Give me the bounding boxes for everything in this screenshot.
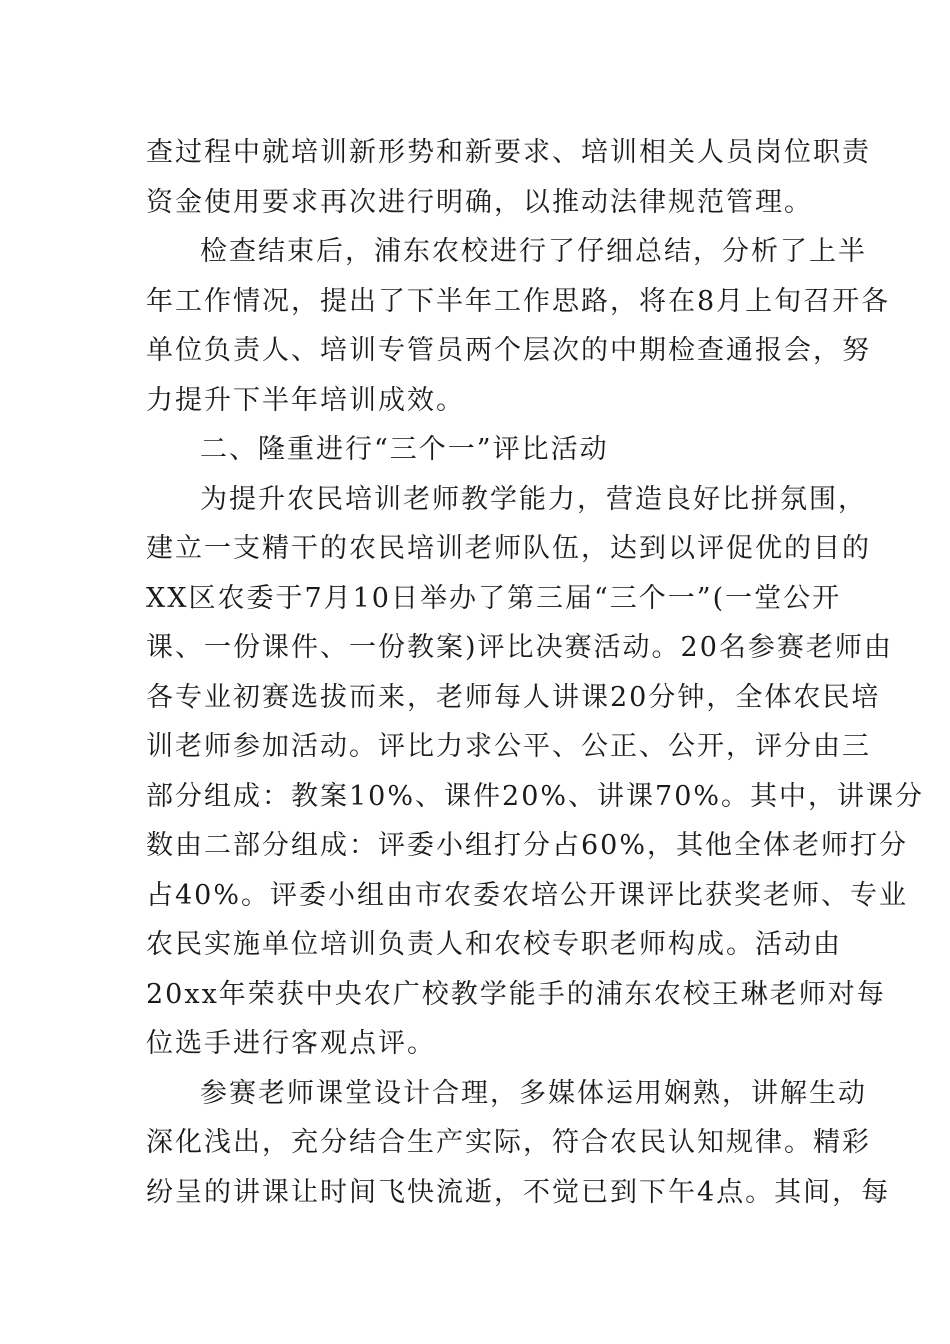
text-line-9: 建立一支精干的农民培训老师队伍，达到以评促优的目的	[146, 533, 871, 564]
paragraph-start-line: 参赛老师课堂设计合理，多媒体运用娴熟，讲解生动	[200, 1077, 867, 1109]
text-line-16: 占40%。评委小组由市农委农培公开课评比获奖老师、专业	[146, 879, 909, 911]
text-line-5: 单位负责人、培训专管员两个层次的中期检查通报会，努	[146, 335, 871, 366]
paragraph-start-line: 检查结束后，浦东农校进行了仔细总结，分析了上半	[200, 236, 867, 267]
text-line-6: 力提升下半年培训成效。	[146, 384, 465, 416]
text-line-15: 数由二部分组成：评委小组打分占60%，其他全体老师打分	[146, 830, 909, 861]
paragraph-start-line: 为提升农民培训老师教学能力，营造良好比拼氛围，	[200, 483, 867, 515]
text-line-4: 年工作情况，提出了下半年工作思路，将在8月上旬召开各	[146, 285, 891, 317]
text-line-12: 各专业初赛选拔而来，老师每人讲课20分钟，全体农民培	[146, 681, 881, 713]
text-line-19: 位选手进行客观点评。	[146, 1028, 436, 1059]
section-heading: 二、隆重进行“三个一”评比活动	[200, 434, 609, 465]
document-body	[146, 128, 925, 1217]
text-line-22: 纷呈的讲课让时间飞快流逝，不觉已到下午4点。其间，每	[146, 1176, 891, 1208]
text-line-17: 农民实施单位培训负责人和农校专职老师构成。活动由	[146, 929, 842, 960]
text-line-21: 深化浅出，充分结合生产实际，符合农民认知规律。精彩	[146, 1127, 871, 1158]
text-line-1: 查过程中就培训新形势和新要求、培训相关人员岗位职责	[146, 137, 871, 168]
text-line-14: 部分组成：教案10%、课件20%、讲课70%。其中，讲课分	[146, 780, 925, 812]
text-line-13: 训老师参加活动。评比力求公平、公正、公开，评分由三	[146, 731, 871, 762]
text-line-10: XX区农委于7月10日举办了第三届“三个一”(一堂公开	[146, 582, 842, 614]
text-line-2: 资金使用要求再次进行明确，以推动法律规范管理。	[146, 186, 813, 218]
text-line-18: 20xx年荣获中央农广校教学能手的浦东农校王琳老师对每	[146, 978, 886, 1010]
text-line-11: 课、一份课件、一份教案)评比决赛活动。20名参赛老师由	[146, 632, 893, 663]
